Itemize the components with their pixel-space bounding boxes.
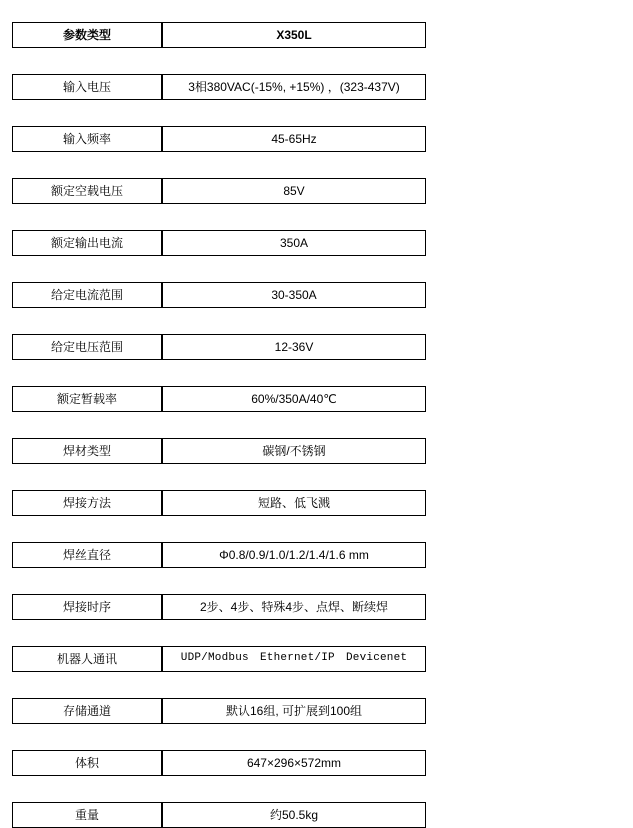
table-cell-label-text: 机器人通讯 xyxy=(56,651,117,666)
table-row xyxy=(12,698,426,724)
table-cell-value xyxy=(162,126,426,152)
table-cell-value-text: UDP/Modbus Ethernet/IP Devicenet xyxy=(180,652,408,665)
table-cell-value-text: 12-36V xyxy=(274,339,314,354)
table-row-spacer xyxy=(12,48,426,74)
table-row xyxy=(12,74,426,100)
table-cell-label xyxy=(12,542,162,568)
table-cell-label xyxy=(12,230,162,256)
table-row-spacer-cell xyxy=(12,360,426,386)
table-cell-label-text: 给定电流范围 xyxy=(50,287,123,302)
table-cell-value-text: 2步、4步、特殊4步、点焊、断续焊 xyxy=(199,599,389,614)
table-cell-label-text: 输入电压 xyxy=(62,79,111,94)
header-cell-model xyxy=(162,22,426,48)
table-cell-label-text: 存储通道 xyxy=(62,703,111,718)
specification-table xyxy=(12,22,426,828)
table-cell-label xyxy=(12,646,162,672)
table-row-spacer-cell xyxy=(12,256,426,282)
table-row-spacer xyxy=(12,100,426,126)
table-cell-value xyxy=(162,230,426,256)
table-cell-label xyxy=(12,282,162,308)
table-cell-value xyxy=(162,74,426,100)
table-cell-value-text: 碳钢/不锈钢 xyxy=(262,443,326,458)
table-cell-label xyxy=(12,750,162,776)
table-cell-label xyxy=(12,126,162,152)
table-row-spacer-cell xyxy=(12,776,426,802)
table-cell-value xyxy=(162,490,426,516)
table-cell-label xyxy=(12,802,162,828)
table-cell-label xyxy=(12,74,162,100)
table-row xyxy=(12,282,426,308)
table-row xyxy=(12,230,426,256)
table-cell-value xyxy=(162,594,426,620)
table-row xyxy=(12,802,426,828)
table-row-spacer-cell xyxy=(12,516,426,542)
table-row xyxy=(12,126,426,152)
table-row-spacer xyxy=(12,360,426,386)
table-cell-value xyxy=(162,334,426,360)
table-row xyxy=(12,178,426,204)
table-cell-label xyxy=(12,334,162,360)
header-value-text: X350L xyxy=(276,27,312,42)
table-cell-value xyxy=(162,646,426,672)
table-row xyxy=(12,646,426,672)
table-cell-label-text: 额定空载电压 xyxy=(50,183,123,198)
table-cell-value xyxy=(162,750,426,776)
table-row-spacer-cell xyxy=(12,204,426,230)
table-cell-value-text: 约50.5kg xyxy=(269,807,319,822)
table-cell-value-text: 30-350A xyxy=(271,287,317,302)
table-row-spacer-cell xyxy=(12,464,426,490)
table-row-spacer xyxy=(12,620,426,646)
table-cell-value-text: Φ0.8/0.9/1.0/1.2/1.4/1.6 mm xyxy=(219,547,369,562)
table-cell-label-text: 焊材类型 xyxy=(62,443,111,458)
table-cell-label-text: 重量 xyxy=(74,807,99,822)
table-cell-label xyxy=(12,438,162,464)
table-cell-value-text: 默认16组, 可扩展到100组 xyxy=(225,703,363,718)
table-cell-value-text: 45-65Hz xyxy=(271,131,317,146)
table-row xyxy=(12,334,426,360)
table-cell-value-text: 短路、低飞溅 xyxy=(257,495,330,510)
table-cell-value xyxy=(162,698,426,724)
table-row-spacer-cell xyxy=(12,100,426,126)
table-cell-label-text: 额定暂载率 xyxy=(56,391,117,406)
header-label-text: 参数类型 xyxy=(62,27,111,42)
table-row xyxy=(12,490,426,516)
table-cell-label xyxy=(12,386,162,412)
specification-table-body xyxy=(12,22,426,828)
table-cell-value xyxy=(162,282,426,308)
table-row xyxy=(12,542,426,568)
table-cell-value-text: 85V xyxy=(283,183,305,198)
table-row xyxy=(12,386,426,412)
table-row-spacer xyxy=(12,152,426,178)
table-cell-label-text: 体积 xyxy=(74,755,99,770)
table-cell-value-text: 647×296×572mm xyxy=(246,755,342,770)
table-cell-value xyxy=(162,178,426,204)
table-row-spacer xyxy=(12,204,426,230)
table-row-spacer xyxy=(12,412,426,438)
table-cell-label xyxy=(12,178,162,204)
table-row-spacer-cell xyxy=(12,412,426,438)
table-cell-label-text: 给定电压范围 xyxy=(50,339,123,354)
table-row-spacer xyxy=(12,568,426,594)
table-cell-value xyxy=(162,438,426,464)
table-row-spacer xyxy=(12,672,426,698)
table-row-spacer-cell xyxy=(12,152,426,178)
table-row-spacer xyxy=(12,516,426,542)
table-cell-value-text: 350A xyxy=(279,235,309,250)
table-row-spacer-cell xyxy=(12,620,426,646)
table-row-spacer-cell xyxy=(12,724,426,750)
table-cell-value-text: 60%/350A/40℃ xyxy=(251,391,337,406)
table-cell-label-text: 焊丝直径 xyxy=(62,547,111,562)
table-row-spacer xyxy=(12,724,426,750)
table-row xyxy=(12,438,426,464)
table-row-spacer xyxy=(12,776,426,802)
table-row-spacer-cell xyxy=(12,48,426,74)
table-row-spacer-cell xyxy=(12,308,426,334)
table-cell-label-text: 额定输出电流 xyxy=(50,235,123,250)
table-cell-value xyxy=(162,802,426,828)
table-cell-label-text: 焊接时序 xyxy=(62,599,111,614)
table-header-row xyxy=(12,22,426,48)
table-row-spacer-cell xyxy=(12,568,426,594)
table-row-spacer xyxy=(12,464,426,490)
header-cell-parameter-type xyxy=(12,22,162,48)
table-row-spacer-cell xyxy=(12,672,426,698)
table-cell-label xyxy=(12,490,162,516)
table-cell-label-text: 焊接方法 xyxy=(62,495,111,510)
table-row-spacer xyxy=(12,256,426,282)
table-row xyxy=(12,594,426,620)
table-row-spacer xyxy=(12,308,426,334)
table-cell-value xyxy=(162,542,426,568)
table-cell-label xyxy=(12,698,162,724)
table-cell-value-text: 3相380VAC(-15%, +15%) ，(323-437V) xyxy=(188,79,400,94)
table-cell-label-text: 输入频率 xyxy=(62,131,111,146)
table-row xyxy=(12,750,426,776)
table-cell-label xyxy=(12,594,162,620)
table-cell-value xyxy=(162,386,426,412)
